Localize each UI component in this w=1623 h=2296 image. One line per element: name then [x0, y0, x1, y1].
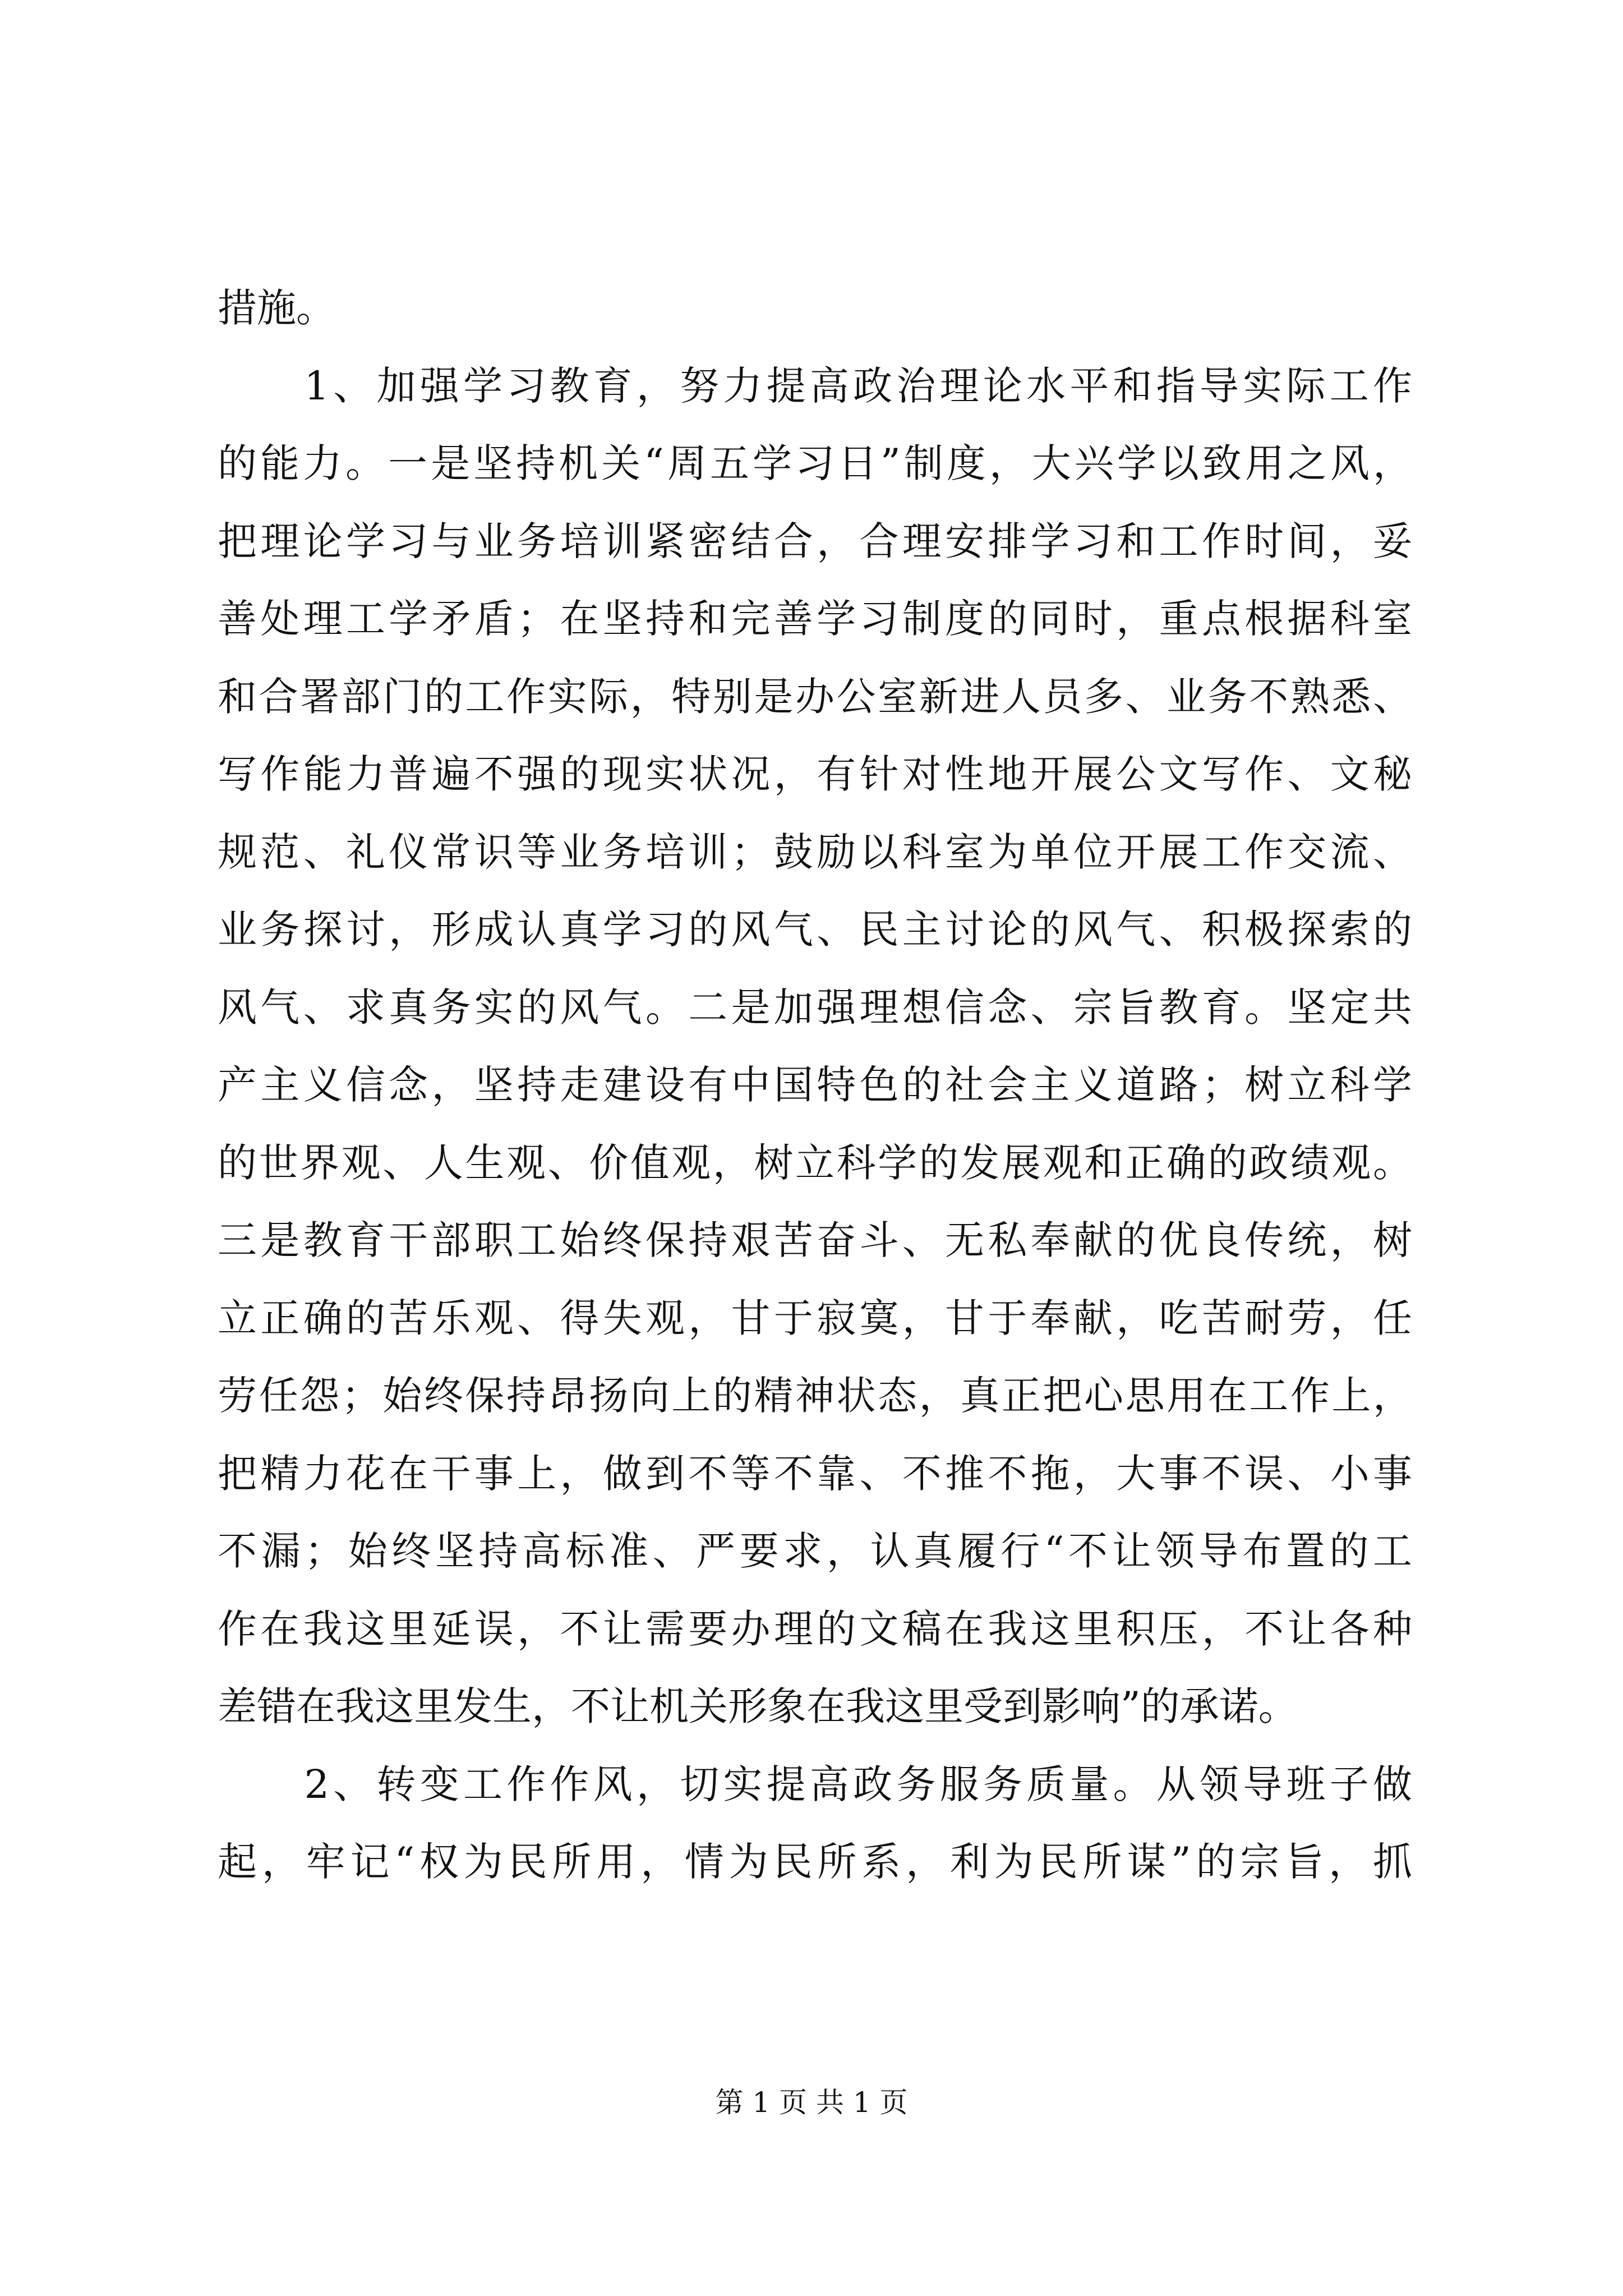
text-line-3: 的能力。一是坚持机关“周五学习日”制度，大兴学以致用之风， [218, 440, 1412, 486]
text-line-2: 1、加强学习教育，努力提高政治理论水平和指导实际工作 [218, 362, 1412, 409]
text-line-8: 规范、礼仪常识等业务培训；鼓励以科室为单位开展工作交流、 [218, 829, 1412, 875]
document-body [218, 269, 1412, 1901]
text-line-5: 善处理工学矛盾；在坚持和完善学习制度的同时，重点根据科室 [218, 596, 1412, 642]
text-line-18: 作在我这里延误，不让需要办理的文稿在我这里积压，不让各种 [218, 1605, 1412, 1652]
text-line-13: 三是教育干部职工始终保持艰苦奋斗、无私奉献的优良传统，树 [218, 1217, 1412, 1263]
text-line-17: 不漏；始终坚持高标准、严要求，认真履行“不让领导布置的工 [218, 1528, 1412, 1574]
text-line-12: 的世界观、人生观、价值观，树立科学的发展观和正确的政绩观。 [218, 1139, 1412, 1186]
text-line-11: 产主义信念，坚持走建设有中国特色的社会主义道路；树立科学 [218, 1062, 1412, 1108]
text-line-1: 措施。 [218, 285, 335, 331]
text-line-7: 写作能力普遍不强的现实状况，有针对性地开展公文写作、文秘 [218, 751, 1412, 797]
text-line-19: 差错在我这里发生，不让机关形象在我这里受到影响”的承诺。 [218, 1683, 1298, 1729]
text-line-20: 2、转变工作作风，切实提高政务服务质量。从领导班子做 [218, 1761, 1412, 1807]
text-line-21: 起，牢记“权为民所用，情为民所系，利为民所谋”的宗旨，抓 [218, 1839, 1412, 1885]
text-line-6: 和合署部门的工作实际，特别是办公室新进人员多、业务不熟悉、 [218, 673, 1412, 720]
page-footer: 第 1 页 共 1 页 [715, 2086, 908, 2119]
text-line-10: 风气、求真务实的风气。二是加强理想信念、宗旨教育。坚定共 [218, 984, 1412, 1030]
text-line-14: 立正确的苦乐观、得失观，甘于寂寞，甘于奉献，吃苦耐劳，任 [218, 1295, 1412, 1341]
text-line-16: 把精力花在干事上，做到不等不靠、不推不拖，大事不误、小事 [218, 1450, 1412, 1497]
text-line-9: 业务探讨，形成认真学习的风气、民主讨论的风气、积极探索的 [218, 907, 1412, 953]
text-line-15: 劳任怨；始终保持昂扬向上的精神状态，真正把心思用在工作上， [218, 1373, 1412, 1419]
text-line-4: 把理论学习与业务培训紧密结合，合理安排学习和工作时间，妥 [218, 518, 1412, 564]
